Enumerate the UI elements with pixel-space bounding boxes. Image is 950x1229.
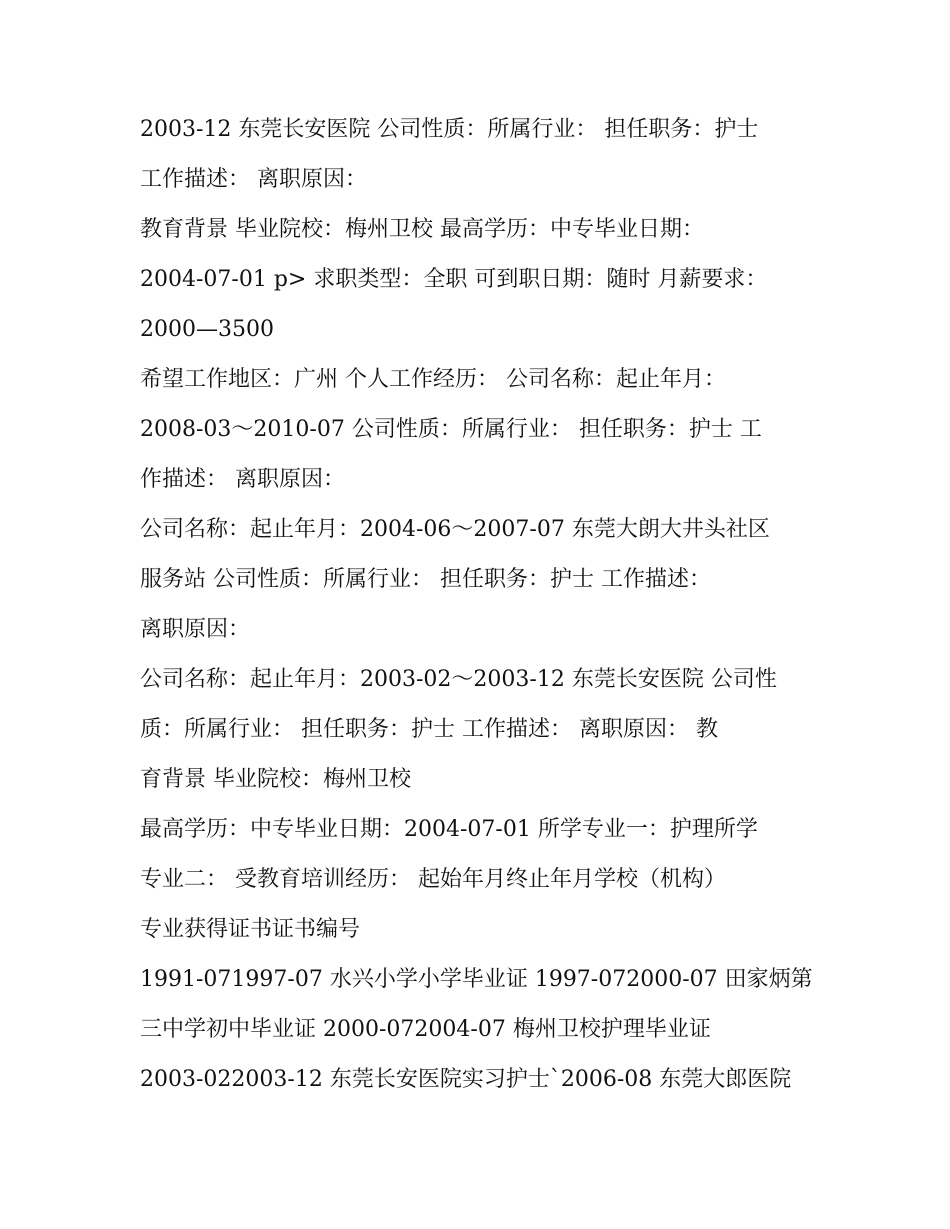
text-line: 2004-07-01 p> 求职类型：全职 可到职日期：随时 月薪要求： — [140, 267, 768, 292]
text-line: 公司名称：起止年月：2003-02～2003-12 东莞长安医院 公司性 — [140, 667, 777, 692]
text-line: 公司名称：起止年月：2004-06～2007-07 东莞大朗大井头社区 — [140, 517, 770, 542]
text-line: 希望工作地区：广州 个人工作经历： 公司名称：起止年月： — [140, 367, 726, 392]
text-line: 专业获得证书证书编号 — [140, 917, 361, 942]
text-line: 三中学初中毕业证 2000-072004-07 梅州卫校护理毕业证 — [140, 1017, 711, 1042]
document-body — [140, 105, 820, 1105]
text-line: 教育背景 毕业院校：梅州卫校 最高学历：中专毕业日期： — [140, 217, 704, 242]
text-line: 1991-071997-07 水兴小学小学毕业证 1997-072000-07 田家炳第 — [140, 967, 813, 992]
text-line: 服务站 公司性质：所属行业： 担任职务：护士 工作描述： — [140, 567, 711, 592]
text-line: 专业二： 受教育培训经历： 起始年月终止年月学校（机构） — [140, 867, 726, 892]
text-line: 作描述： 离职原因： — [140, 467, 345, 492]
text-line: 最高学历：中专毕业日期：2004-07-01 所学专业一：护理所学 — [140, 817, 758, 842]
text-line: 2000—3500 — [140, 317, 274, 342]
text-line: 2003-12 东莞长安医院 公司性质：所属行业： 担任职务：护士 — [140, 117, 759, 142]
text-line: 2003-022003-12 东莞长安医院实习护士`2006-08 东莞大郎医院 — [140, 1067, 792, 1092]
text-line: 工作描述： 离职原因： — [140, 167, 367, 192]
text-line: 离职原因： — [140, 617, 251, 642]
text-line: 质：所属行业： 担任职务：护士 工作描述： 离职原因： 教 — [140, 717, 718, 742]
text-line: 2008-03～2010-07 公司性质：所属行业： 担任职务：护士 工 — [140, 417, 762, 442]
text-line: 育背景 毕业院校：梅州卫校 — [140, 767, 411, 792]
